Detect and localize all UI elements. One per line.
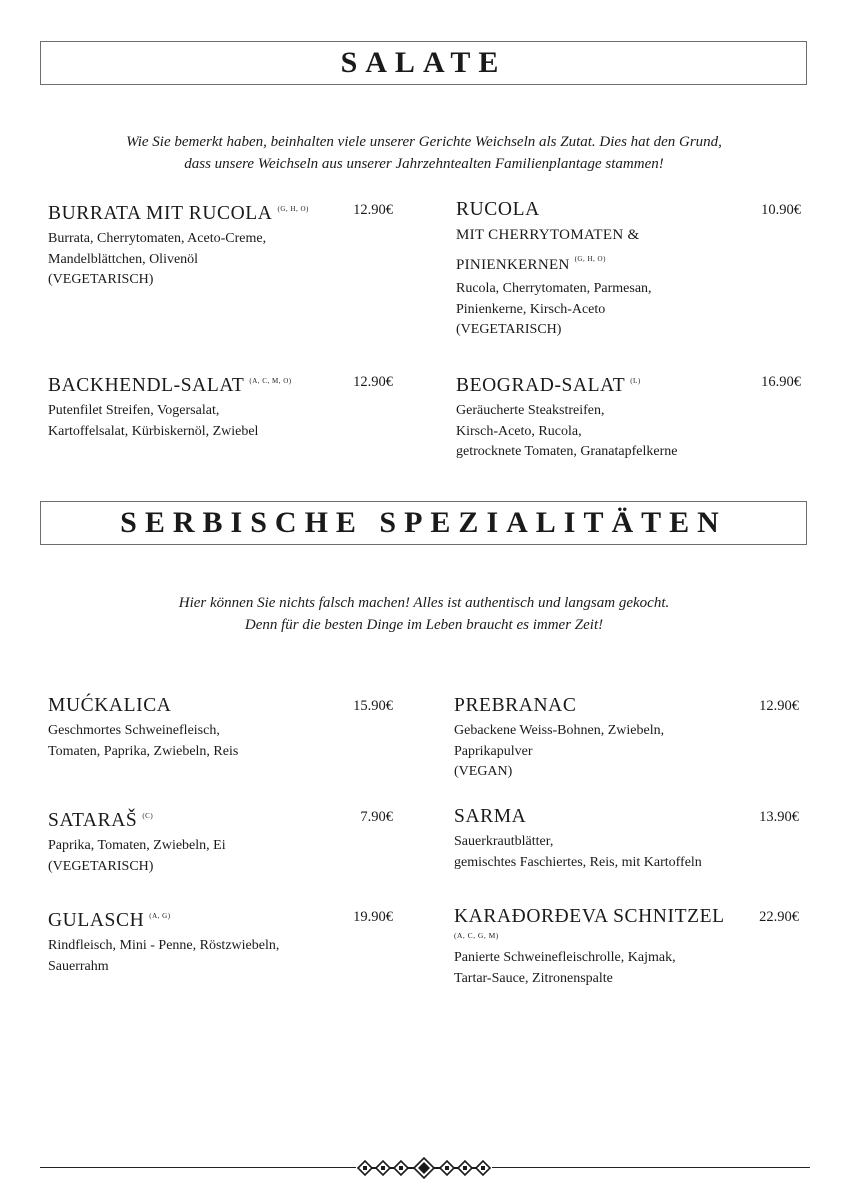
menu-item-name: BACKHENDL-SALAT xyxy=(48,375,245,396)
menu-item-price: 12.90€ xyxy=(353,202,393,218)
menu-item-description: Rindfleisch, Mini - Penne, Röstzwiebeln, Sauerrahm xyxy=(48,938,280,974)
menu-item-name: BEOGRAD-SALAT xyxy=(456,375,626,396)
allergen-codes: (A, G) xyxy=(149,912,171,920)
footer-divider-right xyxy=(492,1167,810,1168)
section-header-salate xyxy=(40,41,807,85)
allergen-codes: (A, C, M, O) xyxy=(249,377,292,385)
allergen-codes: (G, H, O) xyxy=(277,205,309,213)
menu-item-name: KARAĐORĐEVA SCHNITZEL xyxy=(454,906,725,927)
menu-item-price: 15.90€ xyxy=(353,698,393,714)
menu-item-subtitle: PINIENKERNEN xyxy=(456,257,570,273)
allergen-codes: (G, H, O) xyxy=(574,255,606,263)
menu-item-description: Putenfilet Streifen, Vogersalat, Kartoffelsalat, Kürbiskernöl, Zwiebel xyxy=(48,403,259,439)
menu-item xyxy=(48,370,393,442)
menu-item xyxy=(456,370,801,463)
menu-item xyxy=(454,905,799,989)
menu-item-subtitle: MIT CHERRYTOMATEN & xyxy=(456,227,640,243)
menu-item xyxy=(454,805,799,873)
menu-item-price: 19.90€ xyxy=(353,909,393,925)
allergen-codes: (C) xyxy=(142,812,154,820)
menu-item-name: GULASCH xyxy=(48,910,145,931)
menu-item-name: SARMA xyxy=(454,806,527,827)
menu-item-name: PREBRANAC xyxy=(454,695,577,716)
intro-line: Wie Sie bemerkt haben, beinhalten viele unserer Gerichte Weichseln als Zutat. Dies hat den Grund, xyxy=(126,134,722,150)
menu-item-description: Geschmortes Schweinefleisch, Tomaten, Paprika, Zwiebeln, Reis xyxy=(48,723,239,759)
section-title: SERBISCHE SPEZIALITÄTEN xyxy=(120,506,727,539)
section-intro xyxy=(0,592,848,636)
menu-item-description: Sauerkrautblätter, gemischtes Faschiertes, Reis, mit Kartoffeln xyxy=(454,834,702,870)
menu-item-name: RUCOLA xyxy=(456,199,540,220)
menu-item-name: BURRATA MIT RUCOLA xyxy=(48,203,273,224)
section-header-serbisch xyxy=(40,501,807,545)
menu-item-price: 16.90€ xyxy=(761,374,801,390)
intro-line: dass unsere Weichseln aus unserer Jahrzehntealten Familienplantage stammen! xyxy=(184,156,664,172)
menu-item xyxy=(48,905,393,977)
menu-item-description: Rucola, Cherrytomaten, Parmesan, Pinienkerne, Kirsch-Aceto (VEGETARISCH) xyxy=(456,281,652,337)
allergen-codes: (L) xyxy=(630,377,641,385)
menu-item-price: 12.90€ xyxy=(353,374,393,390)
menu-item xyxy=(454,694,799,783)
menu-item-price: 10.90€ xyxy=(761,202,801,218)
intro-line: Hier können Sie nichts falsch machen! Alles ist authentisch und langsam gekocht. xyxy=(178,595,670,611)
menu-item-description: Paprika, Tomaten, Zwiebeln, Ei (VEGETARISCH) xyxy=(48,838,226,874)
menu-item-description: Geräucherte Steakstreifen, Kirsch-Aceto, Rucola, getrocknete Tomaten, Granatapfelkerne xyxy=(456,403,678,459)
folk-ornament-icon xyxy=(356,1157,492,1179)
menu-item-price: 7.90€ xyxy=(360,809,393,825)
section-title: SALATE xyxy=(340,46,507,79)
menu-item xyxy=(48,805,393,877)
footer-divider-left xyxy=(40,1167,356,1168)
menu-item-price: 22.90€ xyxy=(759,909,799,925)
menu-item xyxy=(48,198,393,291)
menu-item-price: 13.90€ xyxy=(759,809,799,825)
menu-item-name: SATARAŠ xyxy=(48,810,138,831)
menu-item-description: Gebackene Weiss-Bohnen, Zwiebeln, Paprikapulver (VEGAN) xyxy=(454,723,665,779)
menu-item-price: 12.90€ xyxy=(759,698,799,714)
allergen-codes: (A, C, G, M) xyxy=(454,931,499,940)
section-intro xyxy=(0,131,848,175)
menu-item-name: MUĆKALICA xyxy=(48,695,172,716)
menu-item xyxy=(456,198,801,341)
menu-item-description: Burrata, Cherrytomaten, Aceto-Creme, Mandelblättchen, Olivenöl (VEGETARISCH) xyxy=(48,231,267,287)
intro-line: Denn für die besten Dinge im Leben braucht es immer Zeit! xyxy=(244,617,604,633)
menu-item xyxy=(48,694,393,762)
menu-item-description: Panierte Schweinefleischrolle, Kajmak, Tartar-Sauce, Zitronenspalte xyxy=(454,950,676,986)
